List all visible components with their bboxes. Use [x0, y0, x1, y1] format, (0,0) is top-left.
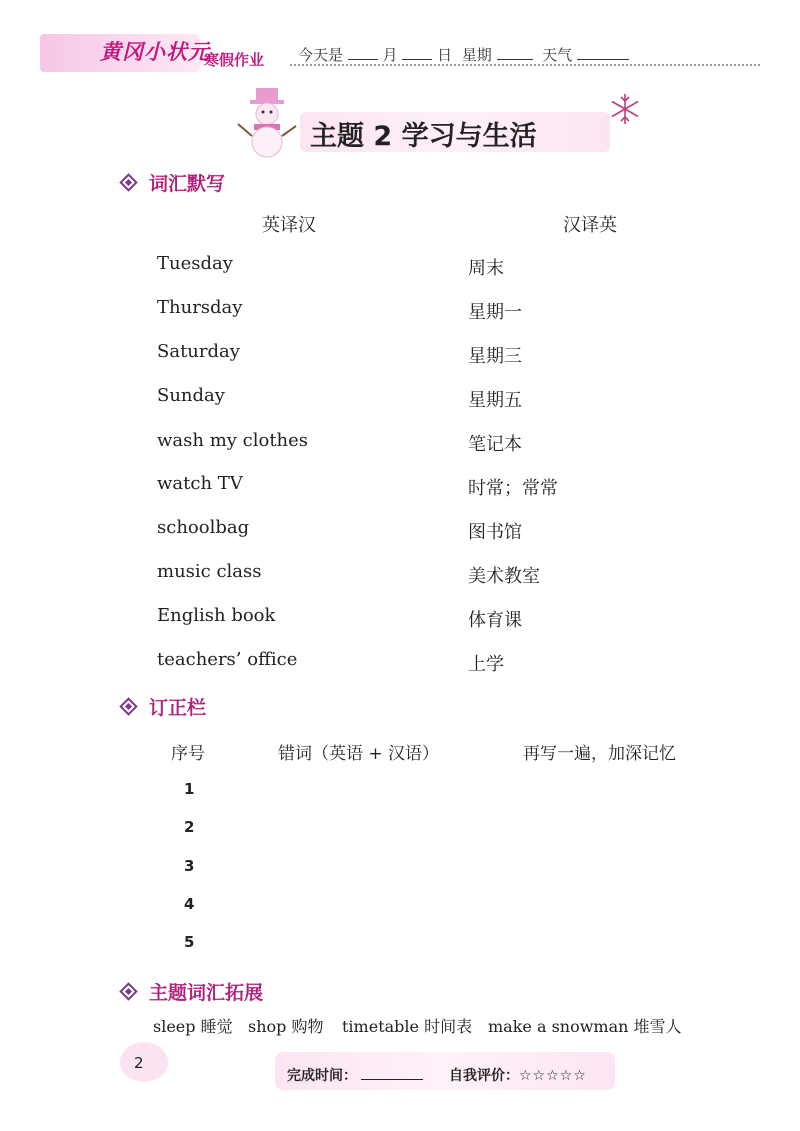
col-wrong-word-header: 错词（英语 + 汉语）	[278, 744, 440, 764]
rating-stars-icon: ☆☆☆☆☆	[519, 1068, 587, 1084]
page-number-badge	[120, 1042, 168, 1082]
weather-label: 天气	[542, 46, 573, 64]
zh-to-en-header: 汉译英	[563, 215, 617, 236]
weekday-label: 星期	[461, 46, 492, 64]
vocab-heading	[122, 169, 225, 196]
english-word: Saturday	[157, 341, 240, 362]
correction-row-number: 2	[184, 818, 195, 836]
date-line	[298, 44, 629, 65]
diamond-icon	[119, 173, 137, 191]
chinese-word: 星期一	[468, 302, 522, 323]
english-word: Sunday	[157, 385, 225, 406]
weekday-blank	[497, 45, 533, 60]
english-word: teachers’ office	[157, 649, 298, 670]
extension-item: timetable 时间表	[342, 1017, 473, 1036]
chinese-word: 星期三	[468, 346, 522, 367]
extension-heading	[122, 978, 263, 1005]
completion-time-blank	[361, 1067, 423, 1080]
chinese-word: 图书馆	[468, 522, 522, 543]
english-word: schoolbag	[157, 517, 250, 538]
day-label: 日	[437, 46, 453, 64]
snowman-icon	[236, 86, 302, 160]
correction-heading	[122, 693, 206, 720]
completion-time-label: 完成时间：	[287, 1068, 357, 1084]
chinese-word: 笔记本	[468, 434, 522, 455]
correction-heading-text: 订正栏	[149, 697, 207, 719]
correction-row-number: 4	[184, 895, 195, 913]
footer-bar	[287, 1065, 587, 1085]
col-number-header: 序号	[171, 744, 205, 764]
chinese-word: 体育课	[468, 610, 522, 631]
diamond-icon	[119, 982, 137, 1000]
page-title: 主题 2 学习与生活	[310, 121, 537, 152]
correction-row-number: 5	[184, 933, 195, 951]
extension-heading-text: 主题词汇拓展	[149, 982, 264, 1004]
english-word: Thursday	[157, 297, 243, 318]
col-rewrite-header: 再写一遍，加深记忆	[523, 744, 676, 764]
chinese-word: 星期五	[468, 390, 522, 411]
date-prefix: 今天是	[298, 46, 344, 64]
vocab-heading-text: 词汇默写	[149, 173, 226, 195]
weather-blank	[577, 45, 629, 60]
chinese-word: 美术教室	[468, 566, 540, 587]
english-word: Tuesday	[157, 253, 233, 274]
english-word: wash my clothes	[157, 430, 309, 451]
brand-logo: 黄冈小状元	[100, 40, 210, 64]
extension-item: make a snowman 堆雪人	[488, 1017, 682, 1036]
header-divider	[290, 64, 760, 66]
extension-item: sleep 睡觉	[153, 1017, 233, 1036]
chinese-word: 周末	[468, 258, 504, 279]
correction-row-number: 3	[184, 857, 195, 875]
extension-item: shop 购物	[248, 1017, 324, 1036]
correction-row-number: 1	[184, 780, 195, 798]
diamond-icon	[119, 697, 137, 715]
day-blank	[402, 45, 432, 60]
en-to-zh-header: 英译汉	[262, 215, 316, 236]
month-blank	[348, 45, 378, 60]
self-eval-label: 自我评价：	[449, 1068, 519, 1084]
brand-subtitle: 寒假作业	[204, 51, 265, 69]
chinese-word: 上学	[468, 654, 504, 675]
english-word: watch TV	[157, 473, 243, 494]
english-word: music class	[157, 561, 262, 582]
month-label: 月	[382, 46, 398, 64]
page-number: 2	[134, 1054, 144, 1072]
snowflake-icon	[608, 92, 642, 126]
chinese-word: 时常；常常	[468, 478, 558, 499]
english-word: English book	[157, 605, 276, 626]
